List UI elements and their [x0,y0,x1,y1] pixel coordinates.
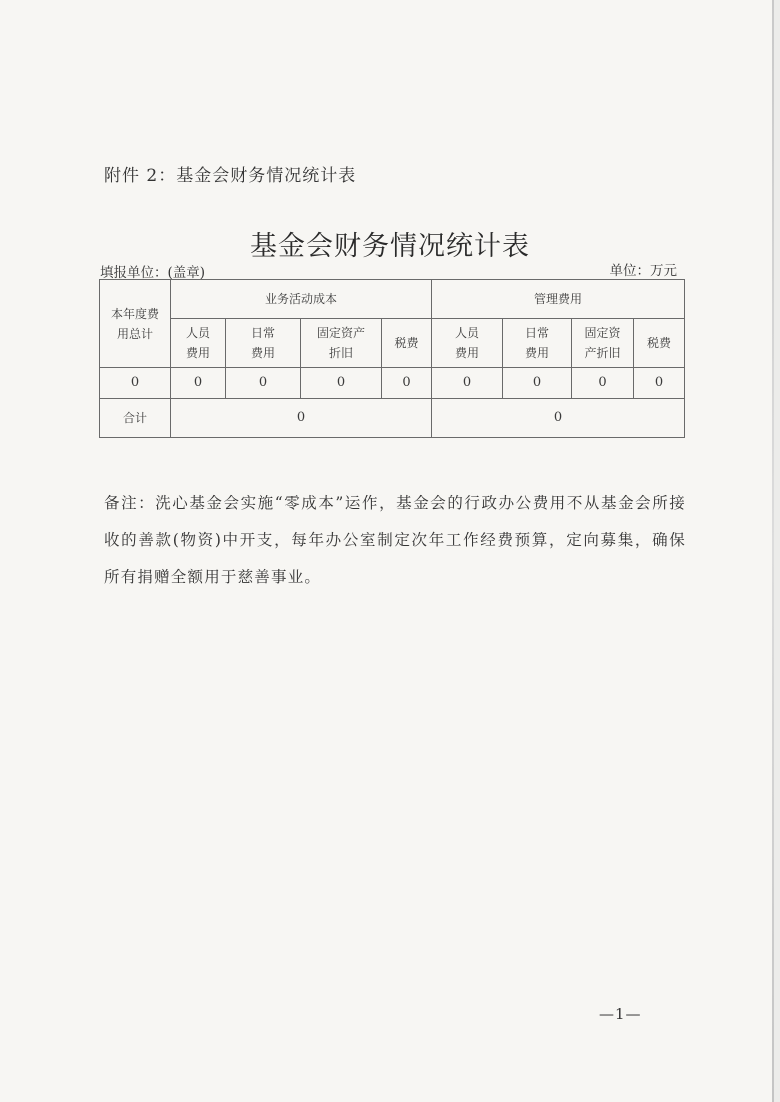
management-cost-group-header: 管理费用 [432,280,685,319]
management-depreciation-line1: 固定资 [584,326,621,340]
page-edge-shadow [774,0,780,1102]
business-tax-header [382,319,432,368]
total-cost-header-line1: 本年度费 [110,306,159,321]
business-daily-line1: 日常 [250,326,275,340]
business-personnel-header [171,319,226,368]
sum-row [100,399,685,438]
sum-management: 0 [432,399,685,438]
management-tax-header [634,319,685,368]
management-daily-header [503,319,572,368]
management-tax-line1: 税费 [647,336,672,350]
business-daily-header [226,319,301,368]
value-management-tax: 0 [634,368,685,399]
sum-label: 合计 [100,399,171,438]
currency-unit-label: 单位：万元 [609,263,677,279]
management-depreciation-line2: 产折旧 [584,346,621,360]
value-management-personnel: 0 [432,368,503,399]
value-management-depreciation: 0 [572,368,634,399]
total-cost-header-line2: 用总计 [116,326,153,341]
notes-paragraph: 备注：洗心基金会实施“零成本”运作，基金会的行政办公费用不从基金会所接收的善款(物资)中开支，每年办公室制定次年工作经费预算，定向募集，确保所有捐赠全额用于慈善事业。 [104,494,686,586]
business-cost-group-header: 业务活动成本 [171,280,432,319]
values-row [100,368,685,399]
business-tax-line1: 税费 [394,336,419,350]
header-row-groups [100,280,685,319]
finance-stats-table [99,279,685,438]
management-personnel-header [432,319,503,368]
management-daily-line2: 费用 [525,346,550,360]
business-depreciation-line2: 折旧 [328,346,353,360]
sum-business: 0 [171,399,432,438]
document-title: 基金会财务情况统计表 [250,231,530,262]
business-daily-line2: 费用 [250,346,275,360]
management-personnel-line1: 人员 [455,326,480,340]
value-business-daily: 0 [226,368,301,399]
value-business-personnel: 0 [171,368,226,399]
header-row-subs [100,319,685,368]
business-personnel-line1: 人员 [185,326,210,340]
filler-unit-label: 填报单位：(盖章) [100,265,206,281]
attachment-label: 附件 2：基金会财务情况统计表 [104,166,357,186]
value-total: 0 [100,368,171,399]
page-number: —1— [599,1005,642,1023]
business-depreciation-line1: 固定资产 [316,326,365,340]
business-depreciation-header [301,319,382,368]
value-business-tax: 0 [382,368,432,399]
value-management-daily: 0 [503,368,572,399]
value-business-depreciation: 0 [301,368,382,399]
management-depreciation-header [572,319,634,368]
page-edge-line [772,0,774,1102]
management-personnel-line2: 费用 [455,346,480,360]
total-cost-header [100,280,171,368]
business-personnel-line2: 费用 [185,346,210,360]
management-daily-line1: 日常 [525,326,550,340]
